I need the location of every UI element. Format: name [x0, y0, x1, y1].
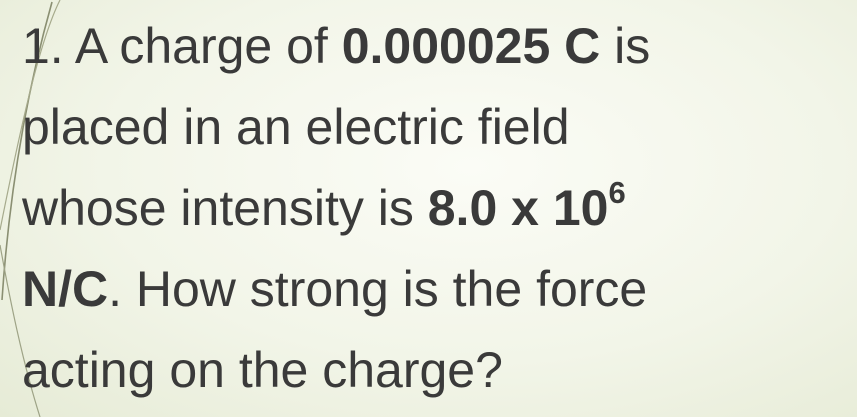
line-4-text: . How strong is the force [108, 261, 648, 317]
question-line-1 [22, 6, 852, 87]
question-line-2: placed in an electric field [22, 99, 570, 155]
question-number: 1. [22, 18, 64, 74]
charge-value: 0.000025 C [341, 18, 601, 74]
field-intensity-exponent: 6 [608, 175, 626, 211]
question-line-3 [22, 168, 852, 249]
question-line-5: acting on the charge? [22, 342, 503, 398]
question-line-4 [22, 249, 852, 330]
line-1-tail: is [600, 18, 651, 74]
question-text [22, 6, 852, 411]
line-3-text: whose intensity is [22, 180, 428, 236]
line-1-text: A charge of [74, 18, 342, 74]
field-unit: N/C [22, 261, 109, 317]
field-intensity-value: 8.0 x 10 [427, 180, 609, 236]
